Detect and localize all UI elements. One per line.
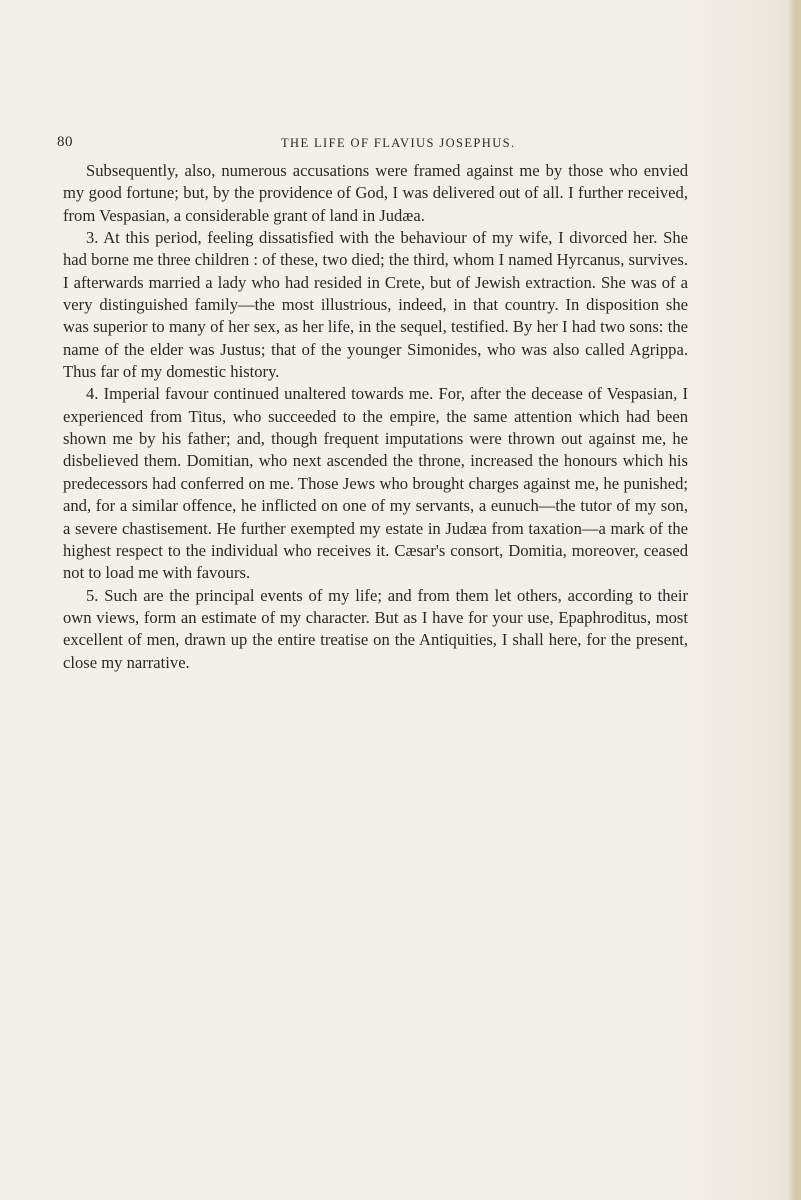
page-edge-shadow: [787, 0, 801, 1200]
body-text: [63, 160, 688, 674]
paragraph-4: 5. Such are the principal events of my life; and from them let others, according to their own views, form an estimate of my character. But as I have for your use, Epaphroditus, most excellent of men, drawn up the entire treatise on the Antiquities, I shall here, for the present, close my narrative.: [63, 585, 688, 672]
running-head: [57, 134, 687, 156]
running-title: THE LIFE OF FLAVIUS JOSEPHUS.: [281, 136, 516, 150]
paragraph-2: 3. At this period, feeling dissatisfied with the behaviour of my wife, I divorced her. She had borne me three children : of these, two died; the third, whom I named Hyrcanus, survives. I afterwards married a lady who had resided in Crete, but of Jewish extraction. She was of a very distinguished family—the most illustrious, indeed, in that country. In disposition she was superior to many of her sex, as her life, in the sequel, testified. By her I had two sons: the name of the elder was Justus; that of the younger Simonides, who was also called Agrippa. Thus far of my domestic history.: [63, 228, 688, 382]
paragraph-1: Subsequently, also, numerous accusations were framed against me by those who envied my good fortune; but, by the providence of God, I was delivered out of all. I further received, from Vespasian, a considerable grant of land in Judæa.: [63, 161, 688, 225]
page-number: 80: [57, 134, 73, 150]
paragraph-3: 4. Imperial favour continued unaltered towards me. For, after the decease of Vespasian, I experienced from Titus, who succeeded to the empire, the same attention which had been shown me by his father; and, though frequent imputations were thrown out against me, he disbelieved them. Domitian, who next ascended the throne, increased the honours which his predecessors had conferred on me. Those Jews who brought charges against me, he punished; and, for a similar offence, he inflicted on one of my servants, a eunuch—the tutor of my son, a severe chastisement. He further exempted my estate in Judæa from taxation—a mark of the highest respect to the individual who receives it. Cæsar's consort, Domitia, moreover, ceased not to load me with favours.: [63, 384, 688, 583]
